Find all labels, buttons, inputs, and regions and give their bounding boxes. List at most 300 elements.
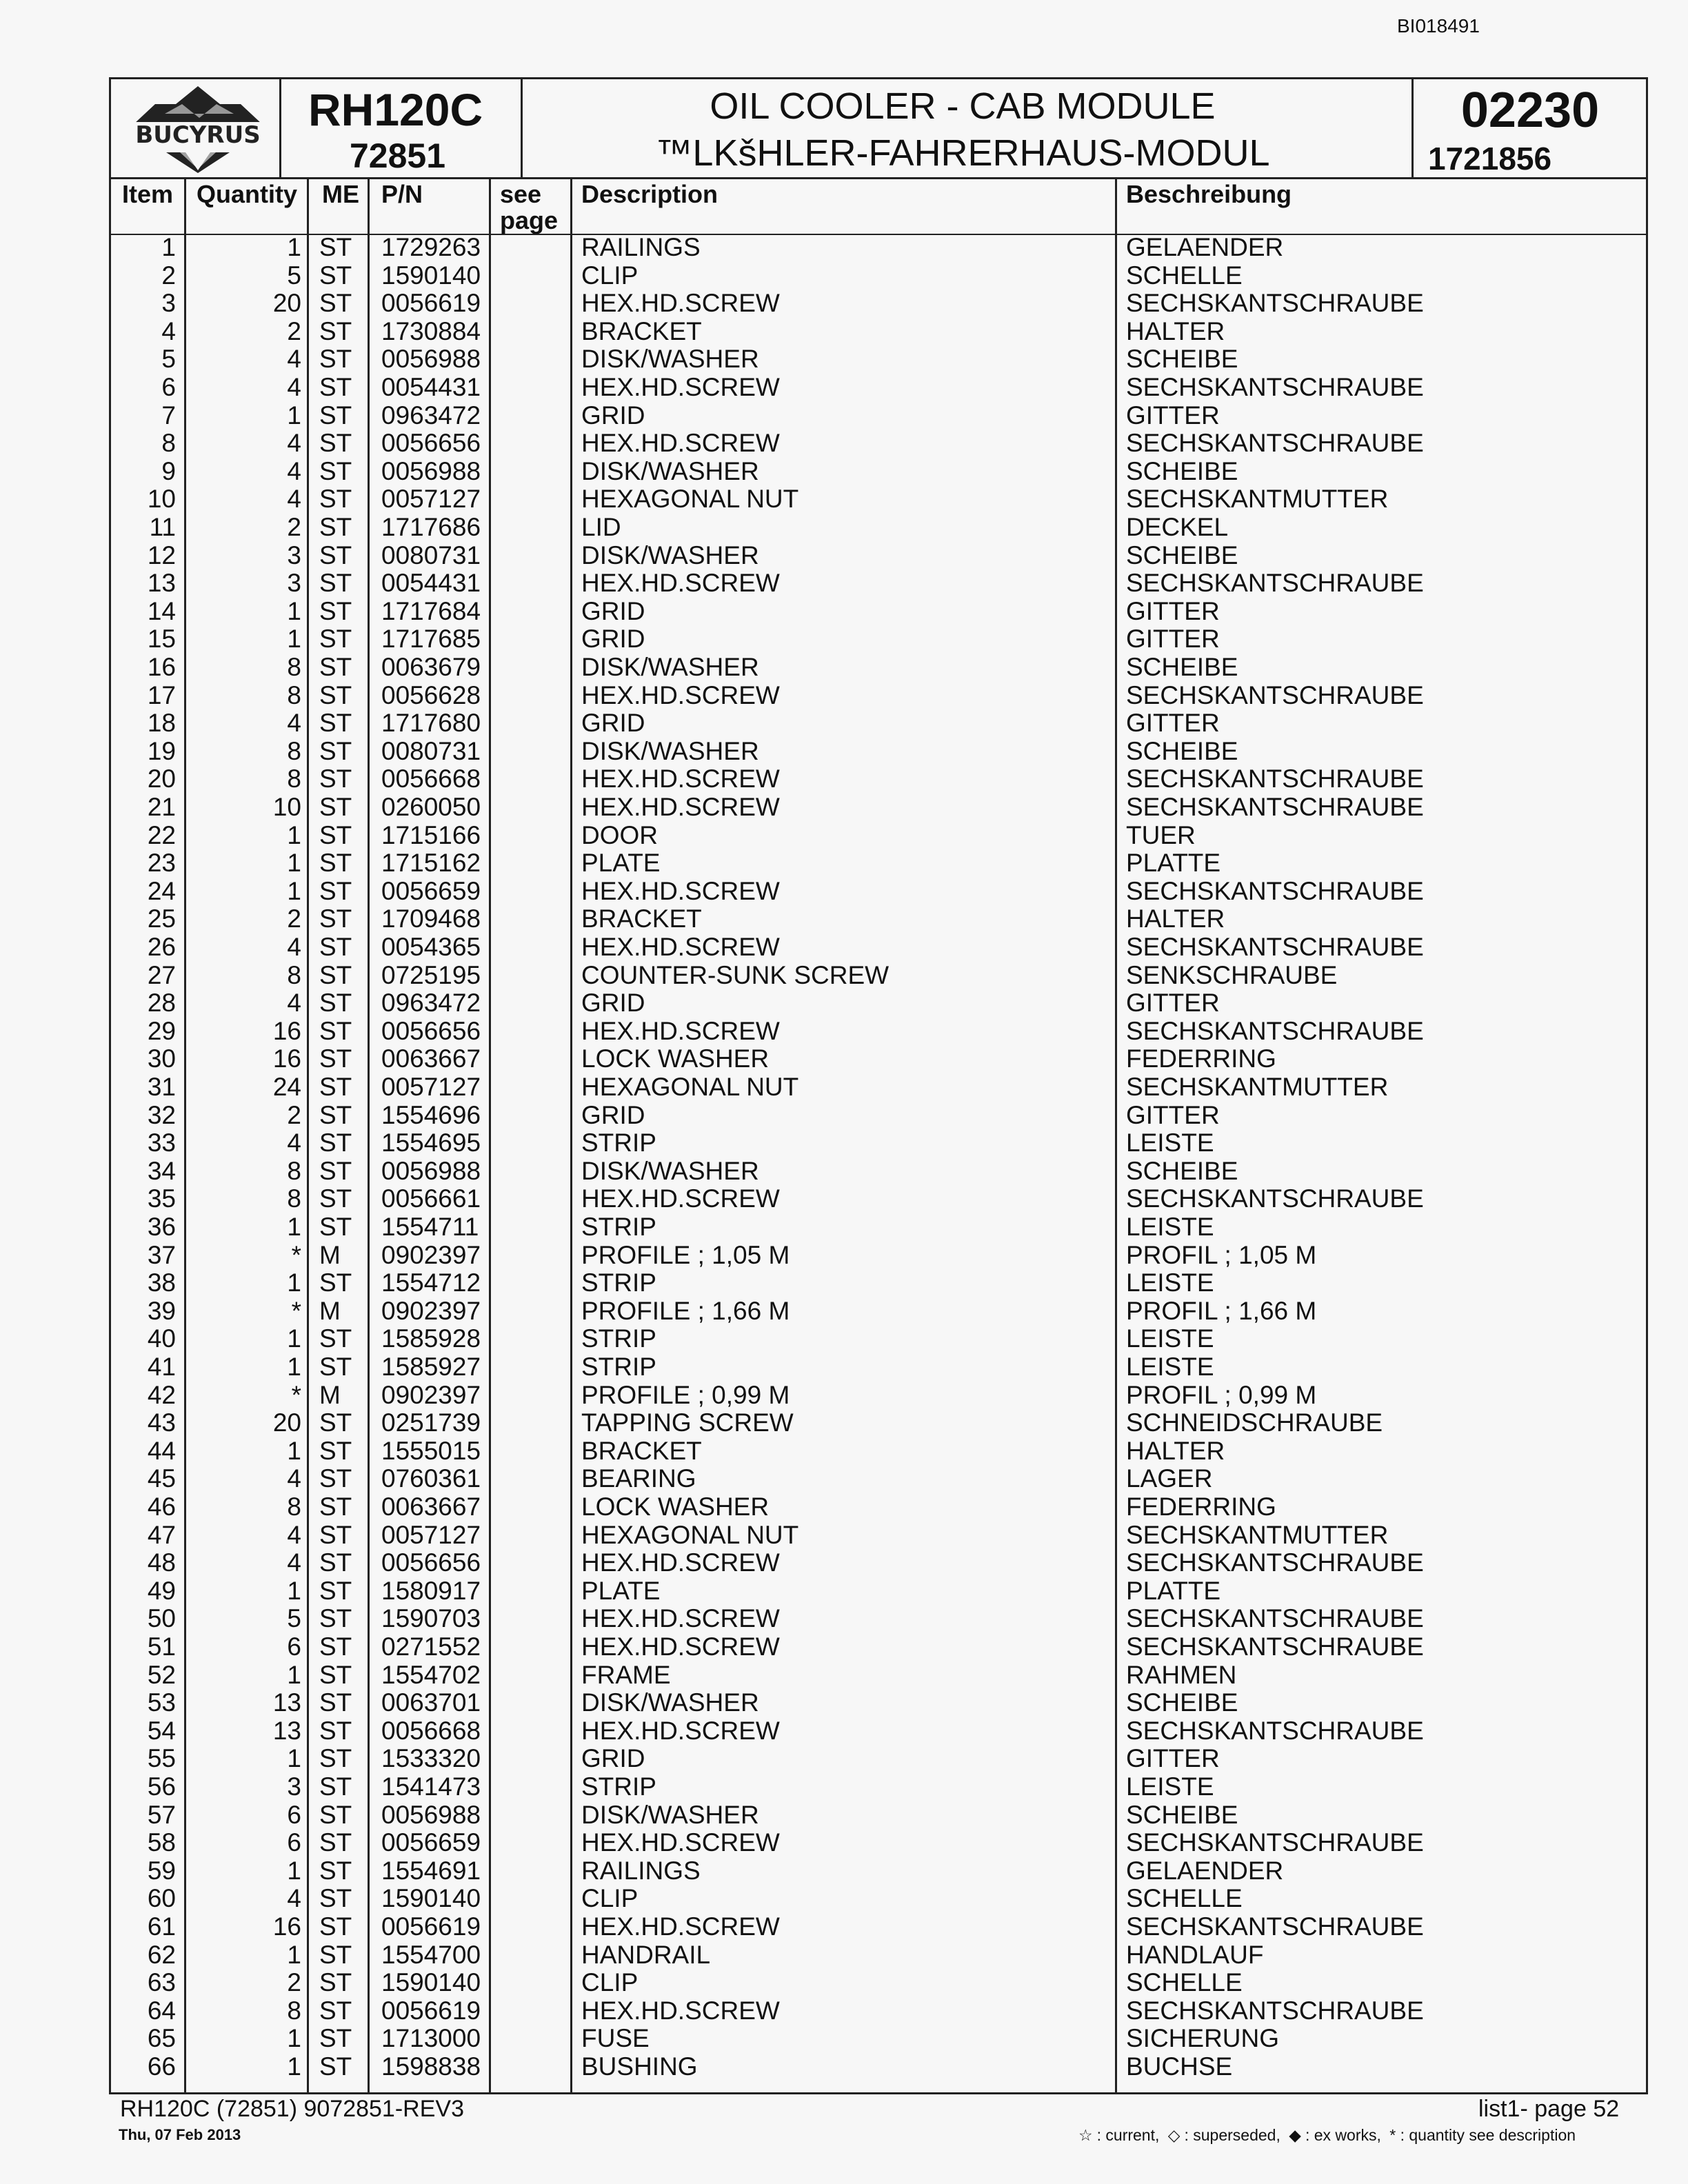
item-cell: 61 — [147, 1912, 176, 1941]
quantity-cell: 8 — [287, 1184, 301, 1213]
table-row — [111, 290, 1646, 318]
quantity-cell: 1 — [287, 876, 301, 905]
item-cell: 28 — [147, 989, 176, 1018]
quantity-cell: 1 — [287, 2052, 301, 2081]
item-cell: 45 — [147, 1464, 176, 1493]
beschreibung-cell: SECHSKANTSCHRAUBE — [1126, 680, 1424, 709]
me-cell: M — [319, 1240, 341, 1269]
beschreibung-cell: SECHSKANTSCHRAUBE — [1126, 765, 1424, 793]
beschreibung-cell: SECHSKANTSCHRAUBE — [1126, 373, 1424, 401]
quantity-cell: 2 — [287, 1100, 301, 1129]
item-cell: 38 — [147, 1268, 176, 1297]
quantity-cell: 16 — [272, 1016, 301, 1045]
description-cell: FUSE — [581, 2024, 650, 2053]
description-cell: CLIP — [581, 261, 639, 290]
part-number-cell: 1590140 — [381, 1884, 481, 1913]
item-cell: 48 — [147, 1548, 176, 1577]
part-number-cell: 0056619 — [381, 289, 481, 318]
table-row — [111, 345, 1646, 374]
me-cell: ST — [319, 1716, 352, 1745]
item-cell: 37 — [147, 1240, 176, 1269]
part-number-cell: 0057127 — [381, 1073, 481, 1101]
me-cell: ST — [319, 709, 352, 738]
item-cell: 29 — [147, 1016, 176, 1045]
part-number-cell: 1730884 — [381, 316, 481, 345]
me-cell: ST — [319, 1772, 352, 1801]
table-row — [111, 709, 1646, 738]
me-cell: ST — [319, 989, 352, 1018]
beschreibung-cell: FEDERRING — [1126, 1044, 1276, 1073]
beschreibung-cell: PROFIL ; 0,99 M — [1126, 1380, 1317, 1409]
quantity-cell: 4 — [287, 989, 301, 1018]
col-quantity: Quantity — [197, 180, 298, 208]
footer-date: Thu, 07 Feb 2013 — [119, 2126, 241, 2143]
table-row — [111, 878, 1646, 906]
beschreibung-cell: RAHMEN — [1126, 1660, 1237, 1689]
quantity-cell: 4 — [287, 345, 301, 374]
description-cell: PLATE — [581, 849, 661, 878]
me-cell: ST — [319, 540, 352, 569]
me-cell: ST — [319, 373, 352, 401]
quantity-cell: 2 — [287, 316, 301, 345]
item-cell: 49 — [147, 1576, 176, 1605]
beschreibung-cell: DECKEL — [1126, 513, 1229, 541]
description-cell: HEX.HD.SCREW — [581, 765, 780, 793]
item-cell: 5 — [161, 345, 176, 374]
part-number-cell: 0902397 — [381, 1380, 481, 1409]
quantity-cell: 4 — [287, 485, 301, 514]
item-cell: 24 — [147, 876, 176, 905]
me-cell: ST — [319, 1576, 352, 1605]
me-cell: ST — [319, 653, 352, 681]
table-row — [111, 1941, 1646, 1970]
part-number-cell: 1590140 — [381, 261, 481, 290]
me-cell: ST — [319, 1156, 352, 1185]
table-row — [111, 1157, 1646, 1186]
table-row — [111, 374, 1646, 402]
me-cell: ST — [319, 485, 352, 514]
beschreibung-cell: SCHEIBE — [1126, 653, 1238, 681]
beschreibung-cell: FEDERRING — [1126, 1493, 1276, 1521]
me-cell: ST — [319, 233, 352, 261]
beschreibung-cell: SCHEIBE — [1126, 540, 1238, 569]
me-cell: ST — [319, 1744, 352, 1773]
beschreibung-cell: GITTER — [1126, 625, 1220, 654]
item-cell: 4 — [161, 316, 176, 345]
quantity-cell: 16 — [272, 1044, 301, 1073]
item-cell: 56 — [147, 1772, 176, 1801]
part-number-cell: 1709468 — [381, 904, 481, 933]
table-row — [111, 905, 1646, 933]
legend-superseded: : superseded, — [1184, 2126, 1280, 2144]
me-cell: ST — [319, 429, 352, 458]
item-cell: 57 — [147, 1800, 176, 1829]
me-cell: ST — [319, 1520, 352, 1549]
me-cell: ST — [319, 261, 352, 290]
quantity-cell: 1 — [287, 1856, 301, 1885]
quantity-cell: 3 — [287, 569, 301, 598]
quantity-cell: 8 — [287, 765, 301, 793]
item-cell: 17 — [147, 680, 176, 709]
description-cell: PROFILE ; 1,05 M — [581, 1240, 790, 1269]
beschreibung-cell: LEISTE — [1126, 1129, 1214, 1157]
description-cell: FRAME — [581, 1660, 671, 1689]
description-cell: RAILINGS — [581, 1856, 701, 1885]
quantity-cell: 13 — [272, 1688, 301, 1717]
me-cell: ST — [319, 1100, 352, 1129]
col-page: page — [500, 206, 559, 234]
me-cell: ST — [319, 401, 352, 429]
part-number-cell: 0760361 — [381, 1464, 481, 1493]
item-cell: 35 — [147, 1184, 176, 1213]
part-number-cell: 0056656 — [381, 1016, 481, 1045]
table-row — [111, 625, 1646, 654]
quantity-cell: 4 — [287, 456, 301, 485]
item-cell: 47 — [147, 1520, 176, 1549]
beschreibung-cell: SCHEIBE — [1126, 1156, 1238, 1185]
part-number-cell: 0057127 — [381, 485, 481, 514]
part-number-cell: 0056988 — [381, 456, 481, 485]
item-cell: 10 — [147, 485, 176, 514]
part-number-cell: 0056668 — [381, 1716, 481, 1745]
me-cell: ST — [319, 316, 352, 345]
me-cell: ST — [319, 1353, 352, 1381]
beschreibung-cell: HALTER — [1126, 904, 1225, 933]
part-number-cell: 0902397 — [381, 1240, 481, 1269]
me-cell: ST — [319, 1436, 352, 1465]
part-number-cell: 0063679 — [381, 653, 481, 681]
me-cell: ST — [319, 1408, 352, 1437]
quantity-cell: 4 — [287, 373, 301, 401]
legend — [1078, 2126, 1580, 2145]
me-cell: ST — [319, 820, 352, 849]
description-cell: HEX.HD.SCREW — [581, 1604, 780, 1633]
document-id: BI018491 — [1397, 15, 1480, 37]
beschreibung-cell: SECHSKANTSCHRAUBE — [1126, 1912, 1424, 1941]
description-cell: HEX.HD.SCREW — [581, 1912, 780, 1941]
quantity-cell: 2 — [287, 513, 301, 541]
beschreibung-cell: SECHSKANTMUTTER — [1126, 1073, 1389, 1101]
beschreibung-cell: SCHEIBE — [1126, 345, 1238, 374]
me-cell: ST — [319, 765, 352, 793]
description-cell: STRIP — [581, 1213, 656, 1241]
part-number-cell: 0963472 — [381, 989, 481, 1018]
part-number-cell: 1590140 — [381, 1968, 481, 1997]
table-row — [111, 682, 1646, 710]
me-cell: ST — [319, 1828, 352, 1857]
beschreibung-cell: GITTER — [1126, 709, 1220, 738]
item-cell: 64 — [147, 1996, 176, 2025]
part-number-cell: 0063667 — [381, 1493, 481, 1521]
table-row — [111, 262, 1646, 290]
col-pn: P/N — [381, 180, 423, 208]
table-row — [111, 1521, 1646, 1550]
beschreibung-cell: GITTER — [1126, 989, 1220, 1018]
me-cell: M — [319, 1296, 341, 1325]
quantity-cell: 1 — [287, 233, 301, 261]
description-cell: STRIP — [581, 1268, 656, 1297]
item-cell: 26 — [147, 933, 176, 961]
table-row — [111, 1633, 1646, 1661]
beschreibung-cell: SECHSKANTMUTTER — [1126, 1520, 1389, 1549]
quantity-cell: 1 — [287, 1660, 301, 1689]
description-cell: RAILINGS — [581, 233, 701, 261]
legend-quantity: * : quantity see description — [1389, 2126, 1576, 2144]
part-number-cell: 0056988 — [381, 1800, 481, 1829]
item-cell: 36 — [147, 1213, 176, 1241]
beschreibung-cell: LEISTE — [1126, 1772, 1214, 1801]
me-cell: ST — [319, 1213, 352, 1241]
quantity-cell: 4 — [287, 709, 301, 738]
description-cell: DOOR — [581, 820, 658, 849]
beschreibung-cell: SCHEIBE — [1126, 736, 1238, 765]
quantity-cell: 1 — [287, 1324, 301, 1353]
beschreibung-cell: SENKSCHRAUBE — [1126, 960, 1338, 989]
part-number-cell: 0080731 — [381, 540, 481, 569]
description-cell: HEX.HD.SCREW — [581, 680, 780, 709]
table-row — [111, 514, 1646, 542]
table-row — [111, 989, 1646, 1018]
me-cell: ST — [319, 1996, 352, 2025]
me-cell: ST — [319, 2052, 352, 2081]
item-cell: 44 — [147, 1436, 176, 1465]
table-row — [111, 2025, 1646, 2053]
table-row — [111, 1129, 1646, 1157]
col-see: see — [500, 180, 542, 208]
description-cell: HEX.HD.SCREW — [581, 1996, 780, 2025]
table-row — [111, 402, 1646, 430]
me-cell: ST — [319, 849, 352, 878]
quantity-cell: 2 — [287, 904, 301, 933]
model-name: RH120C — [308, 84, 483, 135]
beschreibung-cell: LEISTE — [1126, 1353, 1214, 1381]
quantity-cell: 8 — [287, 680, 301, 709]
description-cell: STRIP — [581, 1353, 656, 1381]
table-row — [111, 2053, 1646, 2081]
table-row — [111, 598, 1646, 626]
part-number-cell: 0063701 — [381, 1688, 481, 1717]
beschreibung-cell: SECHSKANTSCHRAUBE — [1126, 1604, 1424, 1633]
item-cell: 31 — [147, 1073, 176, 1101]
me-cell: ST — [319, 2024, 352, 2053]
table-row — [111, 569, 1646, 598]
item-cell: 25 — [147, 904, 176, 933]
beschreibung-cell: SCHEIBE — [1126, 1800, 1238, 1829]
item-cell: 46 — [147, 1493, 176, 1521]
quantity-cell: 24 — [272, 1073, 301, 1101]
part-number-cell: 0056988 — [381, 1156, 481, 1185]
part-number-cell: 0056668 — [381, 765, 481, 793]
beschreibung-cell: SECHSKANTSCHRAUBE — [1126, 876, 1424, 905]
part-number-cell: 1715162 — [381, 849, 481, 878]
me-cell: ST — [319, 1016, 352, 1045]
bucyrus-logo — [117, 83, 279, 173]
quantity-cell: 1 — [287, 1940, 301, 1969]
description-cell: HEX.HD.SCREW — [581, 1016, 780, 1045]
description-cell: GRID — [581, 596, 645, 625]
description-cell: HEXAGONAL NUT — [581, 1073, 799, 1101]
table-row — [111, 1969, 1646, 1997]
table-row — [111, 1689, 1646, 1717]
description-cell: HEX.HD.SCREW — [581, 1828, 780, 1857]
me-cell: ST — [319, 1129, 352, 1157]
part-number-cell: 0063667 — [381, 1044, 481, 1073]
me-cell: ST — [319, 904, 352, 933]
part-number-cell: 1554695 — [381, 1129, 481, 1157]
beschreibung-cell: SECHSKANTSCHRAUBE — [1126, 933, 1424, 961]
part-number-cell: 0056619 — [381, 1912, 481, 1941]
beschreibung-cell: PLATTE — [1126, 849, 1221, 878]
quantity-cell: 1 — [287, 401, 301, 429]
table-row — [111, 738, 1646, 766]
description-cell: DISK/WASHER — [581, 736, 759, 765]
table-row — [111, 1297, 1646, 1326]
quantity-cell: 4 — [287, 933, 301, 961]
item-cell: 6 — [161, 373, 176, 401]
me-cell: ST — [319, 1800, 352, 1829]
description-cell: HEX.HD.SCREW — [581, 569, 780, 598]
description-cell: COUNTER-SUNK SCREW — [581, 960, 890, 989]
item-cell: 54 — [147, 1716, 176, 1745]
table-row — [111, 765, 1646, 793]
table-row — [111, 793, 1646, 822]
quantity-cell: 1 — [287, 1353, 301, 1381]
beschreibung-cell: SCHELLE — [1126, 1884, 1243, 1913]
item-cell: 60 — [147, 1884, 176, 1913]
me-cell: ST — [319, 680, 352, 709]
quantity-cell: 1 — [287, 820, 301, 849]
part-number-cell: 1585927 — [381, 1353, 481, 1381]
item-cell: 8 — [161, 429, 176, 458]
me-cell: ST — [319, 1884, 352, 1913]
quantity-cell: 1 — [287, 1268, 301, 1297]
part-number-cell: 0056659 — [381, 1828, 481, 1857]
part-number-cell: 0963472 — [381, 401, 481, 429]
beschreibung-cell: SECHSKANTSCHRAUBE — [1126, 1016, 1424, 1045]
title-english: OIL COOLER - CAB MODULE — [710, 85, 1216, 127]
table-row — [111, 458, 1646, 486]
item-cell: 21 — [147, 793, 176, 821]
me-cell: ST — [319, 960, 352, 989]
col-me: ME — [322, 180, 359, 208]
item-cell: 15 — [147, 625, 176, 654]
table-row — [111, 1409, 1646, 1437]
quantity-cell: 1 — [287, 1213, 301, 1241]
quantity-cell: 20 — [272, 289, 301, 318]
table-row — [111, 1745, 1646, 1773]
description-cell: LOCK WASHER — [581, 1493, 770, 1521]
item-cell: 50 — [147, 1604, 176, 1633]
table-row — [111, 1577, 1646, 1606]
diamond-filled-icon: ◆ — [1289, 2126, 1301, 2144]
table-row — [111, 849, 1646, 878]
part-number-cell: 1717684 — [381, 596, 481, 625]
me-cell: ST — [319, 289, 352, 318]
description-cell: HEX.HD.SCREW — [581, 876, 780, 905]
table-row — [111, 1073, 1646, 1102]
item-cell: 65 — [147, 2024, 176, 2053]
description-cell: PROFILE ; 1,66 M — [581, 1296, 790, 1325]
part-number-cell: 0056656 — [381, 429, 481, 458]
part-number-cell: 1729263 — [381, 233, 481, 261]
beschreibung-cell: LEISTE — [1126, 1268, 1214, 1297]
me-cell: ST — [319, 513, 352, 541]
table-row — [111, 1045, 1646, 1073]
parts-list-frame — [109, 77, 1648, 2094]
description-cell: PROFILE ; 0,99 M — [581, 1380, 790, 1409]
quantity-cell: 8 — [287, 960, 301, 989]
table-row — [111, 1717, 1646, 1746]
table-row — [111, 1102, 1646, 1130]
item-cell: 19 — [147, 736, 176, 765]
beschreibung-cell: HALTER — [1126, 1436, 1225, 1465]
table-row — [111, 1857, 1646, 1885]
description-cell: DISK/WASHER — [581, 1156, 759, 1185]
item-cell: 33 — [147, 1129, 176, 1157]
me-cell: ST — [319, 1912, 352, 1941]
table-row — [111, 1661, 1646, 1690]
beschreibung-cell: SCHELLE — [1126, 1968, 1243, 1997]
beschreibung-cell: SCHELLE — [1126, 261, 1243, 290]
beschreibung-cell: LAGER — [1126, 1464, 1213, 1493]
item-cell: 59 — [147, 1856, 176, 1885]
description-cell: CLIP — [581, 1884, 639, 1913]
quantity-cell: 6 — [287, 1828, 301, 1857]
part-number-cell: 1554712 — [381, 1268, 481, 1297]
table-row — [111, 485, 1646, 514]
description-cell: HEX.HD.SCREW — [581, 1716, 780, 1745]
table-row — [111, 1242, 1646, 1270]
description-cell: HEX.HD.SCREW — [581, 1632, 780, 1661]
table-row — [111, 1997, 1646, 2025]
description-cell: HEX.HD.SCREW — [581, 793, 780, 821]
item-cell: 62 — [147, 1940, 176, 1969]
description-cell: GRID — [581, 401, 645, 429]
table-row — [111, 1018, 1646, 1046]
document-number: 02230 — [1460, 83, 1600, 138]
part-number-cell: 0056659 — [381, 876, 481, 905]
table-row — [111, 1213, 1646, 1242]
quantity-cell: 1 — [287, 1576, 301, 1605]
item-cell: 66 — [147, 2052, 176, 2081]
quantity-cell: 20 — [272, 1408, 301, 1437]
part-number-cell: 1585928 — [381, 1324, 481, 1353]
me-cell: M — [319, 1380, 341, 1409]
col-item: Item — [122, 180, 174, 208]
description-cell: HEX.HD.SCREW — [581, 1548, 780, 1577]
beschreibung-cell: LEISTE — [1126, 1213, 1214, 1241]
item-cell: 2 — [161, 261, 176, 290]
quantity-cell: * — [291, 1380, 301, 1409]
me-cell: ST — [319, 1632, 352, 1661]
description-cell: DISK/WASHER — [581, 653, 759, 681]
beschreibung-cell: SECHSKANTSCHRAUBE — [1126, 1548, 1424, 1577]
beschreibung-cell: BUCHSE — [1126, 2052, 1233, 2081]
part-number-cell: 0056619 — [381, 1996, 481, 2025]
quantity-cell: 4 — [287, 1129, 301, 1157]
table-row — [111, 1465, 1646, 1493]
quantity-cell: 3 — [287, 540, 301, 569]
table-row — [111, 1829, 1646, 1857]
description-cell: TAPPING SCREW — [581, 1408, 794, 1437]
beschreibung-cell: PROFIL ; 1,66 M — [1126, 1296, 1317, 1325]
part-number-cell: 1717686 — [381, 513, 481, 541]
legend-current: : current, — [1096, 2126, 1160, 2144]
part-number-cell: 1717685 — [381, 625, 481, 654]
item-cell: 11 — [149, 513, 176, 541]
part-number-cell: 1554691 — [381, 1856, 481, 1885]
beschreibung-cell: GELAENDER — [1126, 233, 1284, 261]
